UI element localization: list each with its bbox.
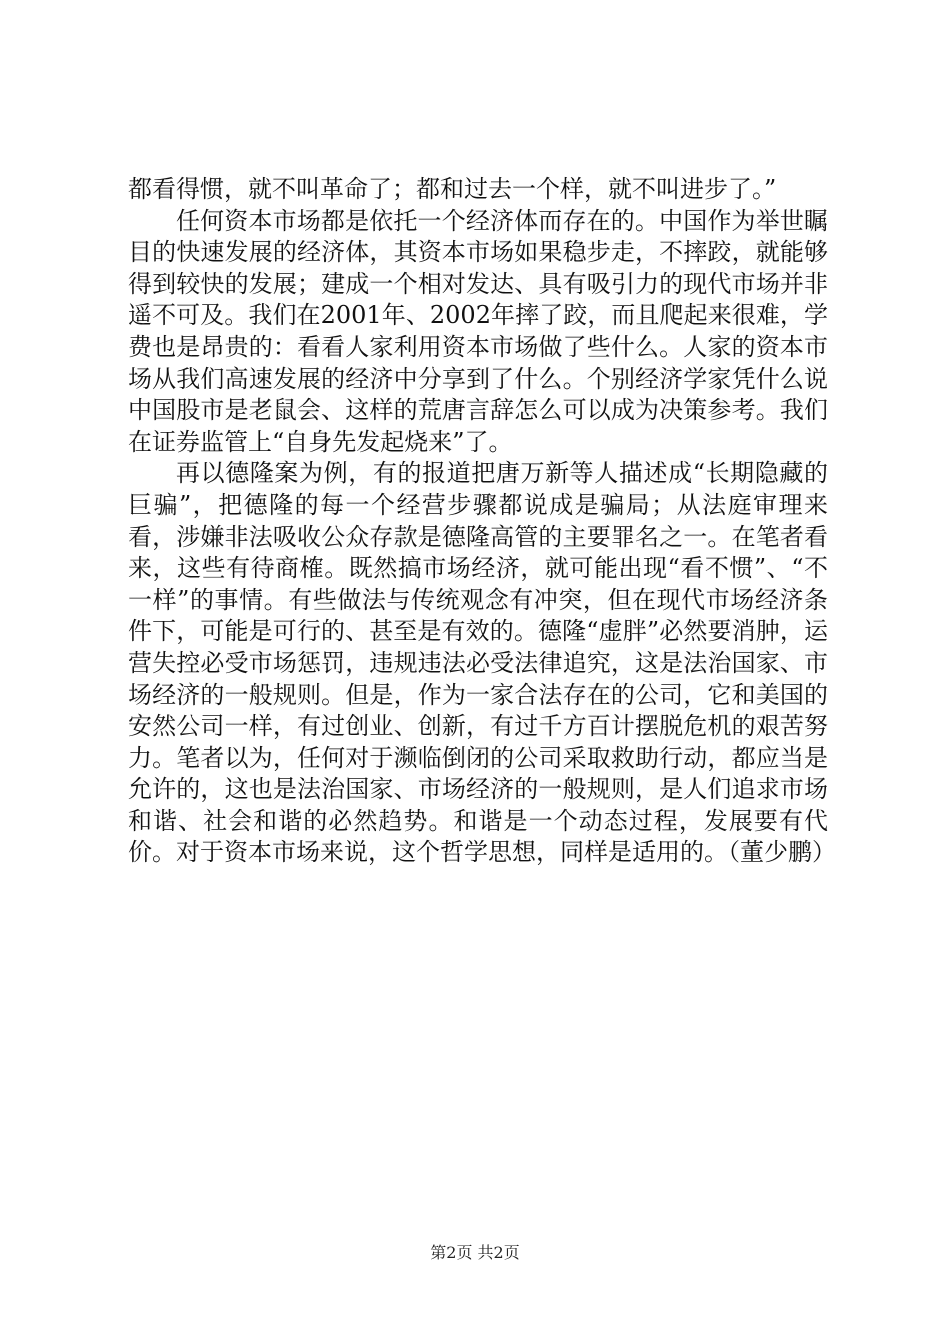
- paragraph-continuation: 都看得惯，就不叫革命了；都和过去一个样，就不叫进步了。”: [128, 175, 777, 203]
- paragraph-delong-case: 再以德隆案为例，有的报道把唐万新等人描述成“长期隐藏的巨骗”，把德隆的每一个经营步骤都说成是骗局；从法庭审理来看，涉嫌非法吸收公众存款是德隆高管的主要罪名之一。在笔者看来，这些有待商榷。既然搞市场经济，就可能出现“看不惯”、“不一样”的事情。有些做法与传统观念有冲突，但在现代市场经济条件下，可能是可行的、甚至是有效的。德隆“虚胖”必然要消肿，运营失控必受市场惩罚，违规违法必受法律追究，这是法治国家、市场经济的一般规则。但是，作为一家合法存在的公司，它和美国的安然公司一样，有过创业、创新，有过千方百计摆脱危机的艰苦努力。笔者以为，任何对于濒临倒闭的公司采取救助行动，都应当是允许的，这也是法治国家、市场经济的一般规则，是人们追求市场和谐、社会和谐的必然趋势。和谐是一个动态过程，发展要有代价。对于资本市场来说，这个哲学思想，同样是适用的。（董少鹏）: [128, 459, 836, 867]
- article-body: [128, 174, 836, 869]
- page-number-footer: 第2页 共2页: [430, 1243, 520, 1262]
- paragraph-capital-market: 任何资本市场都是依托一个经济体而存在的。中国作为举世瞩目的快速发展的经济体，其资本市场如果稳步走，不摔跤，就能够得到较快的发展；建成一个相对发达、具有吸引力的现代市场并非遥不可及。我们在2001年、2002年摔了跤，而且爬起来很难，学费也是昂贵的：看看人家利用资本市场做了些什么。人家的资本市场从我们高速发展的经济中分享到了什么。个别经济学家凭什么说中国股市是老鼠会、这样的荒唐言辞怎么可以成为决策参考。我们在证券监管上“自身先发起烧来”了。: [128, 206, 828, 456]
